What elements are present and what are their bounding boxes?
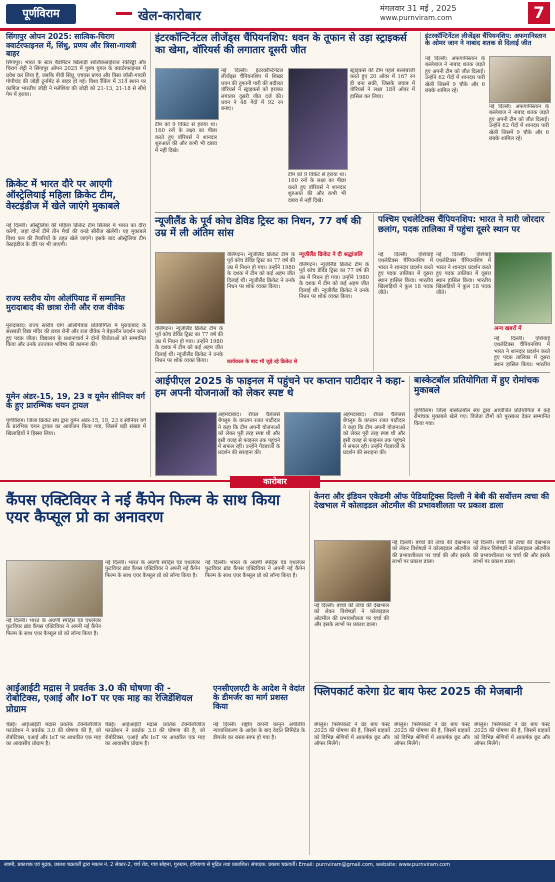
right-top-headline: इंटरकॉन्टिनेंटल लीजेंड्स चैंपियनशिप: अफगानिस्तान के ओमर जान ने नाबाद शतक से दिलाई जीत: [425, 32, 547, 48]
left-headline-2: क्रिकेट में भारत दौरे पर आएगी ऑस्ट्रेलियाई महिला क्रिकेट टीम, वेस्टइंडीज में खेले जाएंगे मुकाबले: [6, 179, 120, 212]
mid-center-body: वेलिंगटन। न्यूजीलैंड क्रिकेट टीम के पूर्व कोच डेविड ट्रिस्ट का 77 वर्ष की उम्र में निधन हो गया। उन्होंने 1980 के दशक में टीम को कई अहम जीत दिलाई थीं। न्यूजीलैंड क्रिकेट ने उनके निधन पर शोक व्यक्त किया।: [227, 252, 295, 291]
player-photo: [489, 56, 551, 103]
cricket-photo-2: [288, 68, 348, 170]
basketball-headline: बास्केटबॉल प्रतियोगिता में हुए रोमांचक मुकाबले: [414, 376, 540, 397]
mid-center-subhead: न्यूजीलैंड क्रिकेट ने दी श्रद्धांजलि: [299, 252, 363, 258]
masthead: [0, 0, 555, 31]
top-center-headline: इंटरकॉन्टिनेंटल लीजेंड्स चैंपियनशिप: धवन के तूफान से उड़ा स्ट्राइकर्स का खेमा, वॉरियर्स की लगातार दूसरी जीत: [155, 33, 407, 56]
section-rule: [155, 212, 550, 213]
left-body-2: नई दिल्ली। ऑस्ट्रेलिया की महिला क्रिकेट टीम सितंबर में भारत का दौरा करेगी, जहां दोनों टीमें तीन मैचों की वनडे सीरीज खेलेंगी। यह मुकाबले विश्व कप की तैयारियों के तहत खेले जाएंगे। इसके बाद ऑस्ट्रेलिया टीम वेस्टइंडीज के दौरे पर भी जाएगी।: [6, 223, 146, 249]
flipkart-headline: फ्लिपकार्ट करेगा ग्रेट बाय फेस्ट 2025 की मेजबानी: [314, 685, 523, 698]
top-center-body-b: स्ट्राइकर्स की टीम पहले बल्लेबाजी करते हुए 20 ओवर में 167 रन ही बना सकी, जिसके जवाब में वॉरियर्स ने लक्ष्य 18वें ओवर में हासिल कर लिया।: [350, 68, 415, 100]
flipkart-body: बेंगलुरु। फ्लिपकार्ट ने ग्रेट बाय फेस्ट 2025 की घोषणा की है, जिसमें ग्राहकों को विभिन्न श्रेणियों में आकर्षक छूट और ऑफर मिलेंगे।: [314, 722, 390, 748]
iit-headline: आईआईटी मद्रास ने प्रवर्तक 3.0 की घोषणा की - रोबोटिक्स, एआई और IoT पर एक माह का रेजिडेंशियल प्रोग्राम: [6, 684, 193, 715]
mid-right-subhead: अन्य खबरों में: [494, 326, 522, 332]
mid-center-body-2: वेलिंगटन। न्यूजीलैंड क्रिकेट टीम के पूर्व कोच डेविड ट्रिस्ट का 77 वर्ष की उम्र में निधन हो गया। उन्होंने 1980 के दशक में टीम को कई अहम जीत दिलाई थीं। न्यूजीलैंड क्रिकेट ने उनके निधन पर शोक व्यक्त किया।: [299, 262, 369, 301]
issue-date: मंगलवार 31 मई , 2025: [380, 4, 457, 13]
top-center-body-d: टीम को 9 विकेट से हराया था। 160 रनों के लक्ष्य का पीछा करते हुए वॉरियर्स ने शानदार शुरुआत की और कभी भी दबाव में नहीं दिखे।: [288, 172, 346, 204]
column-divider: [309, 490, 310, 855]
ipl-body: अहमदाबाद। रॉयल चैलेंजर्स बेंगलुरु के कप्तान रजत पाटीदार ने कहा कि टीम अपनी योजनाओं को लेकर पूरी तरह स्पष्ट थी और इसी वजह से फाइनल तक पहुंचने में सफल रही। उन्होंने गेंदबाजों के प्रदर्शन की सराहना की।: [218, 412, 280, 457]
left-headline-1: सिंगापुर ओपन 2025: सात्विक-चिराग क्वार्टरफाइनल में, सिंधु, प्रणय और त्रिसा-गायत्री बाहर: [6, 32, 137, 59]
coach-photo: [155, 252, 225, 324]
kenvue-body-2: नई दिल्ली। बच्चों की त्वचा की देखभाल को लेकर विशेषज्ञों ने कोलाइडल ओटमील की प्रभावशीलता पर चर्चा की और इसके लाभों पर प्रकाश डाला।: [473, 540, 550, 566]
ipl-photo: [284, 412, 341, 476]
kenvue-body: नई दिल्ली। बच्चों की त्वचा की देखभाल को लेकर विशेषज्ञों ने कोलाइडल ओटमील की प्रभावशीलता पर चर्चा की और इसके लाभों पर प्रकाश डाला।: [392, 540, 470, 566]
mid-right-body-3: नई दिल्ली। एशियाई एथलेटिक्स चैंपियनशिप में भारत ने शानदार प्रदर्शन करते हुए पदक तालिका में दूसरा स्थान हासिल किया। भारतीय: [494, 336, 550, 367]
basketball-body: पूर्णविराम। जिला बास्केटबॉल संघ द्वारा आयोजित प्रतियोगिता में कई रोमांचक मुकाबले खेले गए। विजेता टीमों को पुरस्कार देकर सम्मानित किया गया।: [414, 408, 550, 427]
column-divider: [409, 376, 410, 476]
kenvue-body-3: नई दिल्ली। बच्चों की त्वचा की देखभाल को लेकर विशेषज्ञों ने कोलाइडल ओटमील की प्रभावशीलता पर चर्चा की और इसके लाभों पर प्रकाश डाला।: [314, 603, 389, 629]
section-rule: [155, 372, 550, 373]
top-center-body-c: टीम को 9 विकेट से हराया था। 160 रनों के लक्ष्य का पीछा करते हुए वॉरियर्स ने शानदार शुरुआत की और कभी भी दबाव में नहीं दिखे।: [155, 122, 217, 154]
captain-photo: [155, 412, 217, 476]
campus-headline: कैंपस एक्टिवियर ने नई कैंपेन फिल्म के साथ किया एयर कैप्सूल प्रो का अनावरण: [6, 491, 280, 527]
athlete-photo: [494, 252, 552, 324]
imprint-footer: स्वामी, प्रकाशक एवं मुद्रक, प्रकाश चक्रवर्ती द्वारा मकान नं. 2 सेक्टर-2, चर्च रोड, गांव सोहना, गुरुग्राम, हरियाणा से मुद्रित तथा प्रकाशित। संपादक: प्रकाश चक्रवर्ती। Email: purnviram@gmail.com, website: www.purnviram.com: [0, 860, 555, 882]
mid-right-body: नई दिल्ली। एशियाई एथलेटिक्स चैंपियनशिप में भारत ने शानदार प्रदर्शन करते हुए पदक तालिका में दूसरा स्थान हासिल किया। भारतीय खिलाड़ियों ने कुल 18 पदक जीते।: [378, 252, 433, 297]
left-body-3: मुरादाबाद। राज्य स्तरीय योग ओलंपियाड प्रतियोगिता में मुरादाबाद के सरस्वती विद्या मंदिर की छात्रा रोनी और राज वीवेक ने बेहतरीन प्रदर्शन करते हुए पदक जीता। विद्यालय के प्रधानाचार्य ने दोनों विजेताओं को सम्मानित किया और उनके उज्ज्वल भविष्य की कामना की।: [6, 323, 146, 349]
left-body-1: सिंगापुर। भारत के स्टार बैडमिंटन खिलाड़ी सात्विकसाईराज रंकीरेड्डी और चिराग शेट्टी ने सिंगापुर ओपन 2025 में पुरुष युगल के क्वार्टरफाइनल में प्रवेश कर लिया है, जबकि पीवी सिंधु, एचएस प्रणय और त्रिसा जॉली-गायत्री गोपीचंद की जोड़ी टूर्नामेंट से बाहर हो गई। विश्व रैंकिंग में 31वें स्थान पर काबिज भारतीय जोड़ी ने मलेशिया की जोड़ी को 21-13, 21-18 से सीधे गेम में हराया।: [6, 60, 146, 99]
ncl-body: नई दिल्ली। राष्ट्रीय कंपनी कानून अपीलीय न्यायाधिकरण के आदेश के बाद वेदांत लिमिटेड के डीमर्जर का रास्ता साफ हो गया है।: [213, 722, 305, 741]
column-divider: [373, 214, 374, 371]
ipl-body-2: अहमदाबाद। रॉयल चैलेंजर्स बेंगलुरु के कप्तान रजत पाटीदार ने कहा कि टीम अपनी योजनाओं को लेकर पूरी तरह स्पष्ट थी और इसी वजह से फाइनल तक पहुंचने में सफल रही। उन्होंने गेंदबाजों के प्रदर्शन की सराहना की।: [343, 412, 405, 457]
campus-body-3: नई दिल्ली। भारत के अग्रणी स्पोर्ट्स एंड एथलेजर फुटवियर ब्रांड कैंपस एक्टिवियर ने अपनी नई कैंपेन फिल्म के साथ एयर कैप्सूल प्रो को लॉन्च किया है।: [6, 618, 101, 637]
section-title: खेल-कारोबार: [138, 6, 201, 24]
doctors-photo: [314, 540, 391, 602]
left-headline-4: यूमेन अंडर-15, 19, 23 व यूमेन सीनियर वर्ग के हुए प्रारम्भिक चयन ट्रायल: [6, 392, 145, 411]
page-number: 7: [528, 2, 550, 24]
ipl-headline: आईपीएल 2025 के फाइनल में पहुंचने पर कप्तान पाटीदार ने कहा-हम अपनी योजनाओं को लेकर स्पष्ट थे: [155, 376, 405, 399]
cricket-photo-1: [155, 68, 219, 120]
iit-body: चेन्नई। आईआईटी मद्रास प्रवर्तक टेक्नोलॉजीज फाउंडेशन ने प्रवर्तक 3.0 की घोषणा की है, जो रोबोटिक्स, एआई और IoT पर आधारित एक माह का आवासीय प्रोग्राम है।: [6, 722, 101, 748]
column-divider: [420, 32, 421, 212]
left-headline-3: राज्य स्तरीय योग ओलंपियाड में सम्मानित मुरादाबाद की छात्रा रोनी और राज वीवेक: [6, 294, 126, 313]
ncl-headline: एनसीएलएटी के आदेश ने वेदांत के डीमर्जर का मार्ग प्रशस्त किया: [213, 684, 305, 712]
section-rule: [314, 682, 550, 683]
business-banner: कारोबार: [230, 476, 320, 488]
campus-body: नई दिल्ली। भारत के अग्रणी स्पोर्ट्स एंड एथलेजर फुटवियर ब्रांड कैंपस एक्टिवियर ने अपनी नई कैंपेन फिल्म के साथ एयर कैप्सूल प्रो को लॉन्च किया है।: [105, 560, 200, 579]
flipkart-body-2: बेंगलुरु। फ्लिपकार्ट ने ग्रेट बाय फेस्ट 2025 की घोषणा की है, जिसमें ग्राहकों को विभिन्न श्रेणियों में आकर्षक छूट और ऑफर मिलेंगे।: [394, 722, 470, 748]
website-url: www.purnviram.com: [380, 14, 453, 22]
right-top-body-2: नई दिल्ली। अफगानिस्तान के बल्लेबाज ने नाबाद शतक जड़ते हुए अपनी टीम को जीत दिलाई। उन्होंने 62 गेंदों में शानदार पारी खेली जिसमें 9 चौके और 6 छक्के शामिल रहे।: [489, 104, 549, 143]
column-divider: [150, 32, 151, 477]
mid-right-headline: पश्चिम एथलेटिक्स चैंपियनशिप: भारत ने मारी जोरदार छलांग, पदक तालिका में पहुंचा दूसरे स्थान पर: [378, 215, 545, 235]
mid-center-body-3: वेलिंगटन। न्यूजीलैंड क्रिकेट टीम के पूर्व कोच डेविड ट्रिस्ट का 77 वर्ष की उम्र में निधन हो गया। उन्होंने 1980 के दशक में टीम को कई अहम जीत दिलाई थीं। न्यूजीलैंड क्रिकेट ने उनके निधन पर शोक व्यक्त किया।: [155, 326, 223, 365]
mid-center-headline: न्यूजीलैंड के पूर्व कोच डेविड ट्रिस्ट का निधन, 77 वर्ष की उम्र में ली अंतिम सांस: [155, 216, 362, 239]
mid-right-body-2: नई दिल्ली। एशियाई एथलेटिक्स चैंपियनशिप में भारत ने शानदार प्रदर्शन करते हुए पदक तालिका में दूसरा स्थान हासिल किया। भारतीय खिलाड़ियों ने कुल 18 पदक जीते।: [436, 252, 491, 297]
kenvue-headline: केनरा और इंडियन एकेडमी ऑफ पेडियाट्रिक्स दिल्ली ने बेबी की सर्वोत्तम त्वचा की देखभाल में कोलाइडल ओटमील की प्रभावशीलता पर प्रकाश डाला: [314, 492, 550, 511]
mid-center-subhead-2: कार्यकाल के बाद भी जुड़े रहे क्रिकेट से: [227, 359, 298, 365]
campus-ad-photo: [6, 560, 103, 617]
campus-body-2: नई दिल्ली। भारत के अग्रणी स्पोर्ट्स एंड एथलेजर फुटवियर ब्रांड कैंपस एक्टिवियर ने अपनी नई कैंपेन फिल्म के साथ एयर कैप्सूल प्रो को लॉन्च किया है।: [205, 560, 305, 579]
iit-body-2: चेन्नई। आईआईटी मद्रास प्रवर्तक टेक्नोलॉजीज फाउंडेशन ने प्रवर्तक 3.0 की घोषणा की है, जो रोबोटिक्स, एआई और IoT पर आधारित एक माह का आवासीय प्रोग्राम है।: [105, 722, 205, 748]
right-top-body: नई दिल्ली। अफगानिस्तान के बल्लेबाज ने नाबाद शतक जड़ते हुए अपनी टीम को जीत दिलाई। उन्होंने 62 गेंदों में शानदार पारी खेली जिसमें 9 चौके और 6 छक्के शामिल रहे।: [425, 56, 485, 95]
flipkart-body-3: बेंगलुरु। फ्लिपकार्ट ने ग्रेट बाय फेस्ट 2025 की घोषणा की है, जिसमें ग्राहकों को विभिन्न श्रेणियों में आकर्षक छूट और ऑफर मिलेंगे।: [474, 722, 550, 748]
top-center-body-a: नई दिल्ली। इंटरकॉन्टिनेंटल लीजेंड्स चैंपियनशिप में शिखर धवन की तूफानी पारी की बदौलत वॉरियर्स ने स्ट्राइकर्स को हराकर लगातार दूसरी जीत दर्ज की। धवन ने 48 गेंदों में 92 रन बनाए।: [221, 68, 283, 113]
newspaper-logo: पूर्णविराम: [6, 4, 76, 24]
left-body-4: पूर्णविराम। जिला क्रिकेट संघ द्वारा यूमेन अंडर-15, 19, 23 व सीनियर वर्ग के प्रारंभिक चयन ट्रायल का आयोजन किया गया, जिसमें बड़ी संख्या में खिलाड़ियों ने हिस्सा लिया।: [6, 418, 146, 437]
